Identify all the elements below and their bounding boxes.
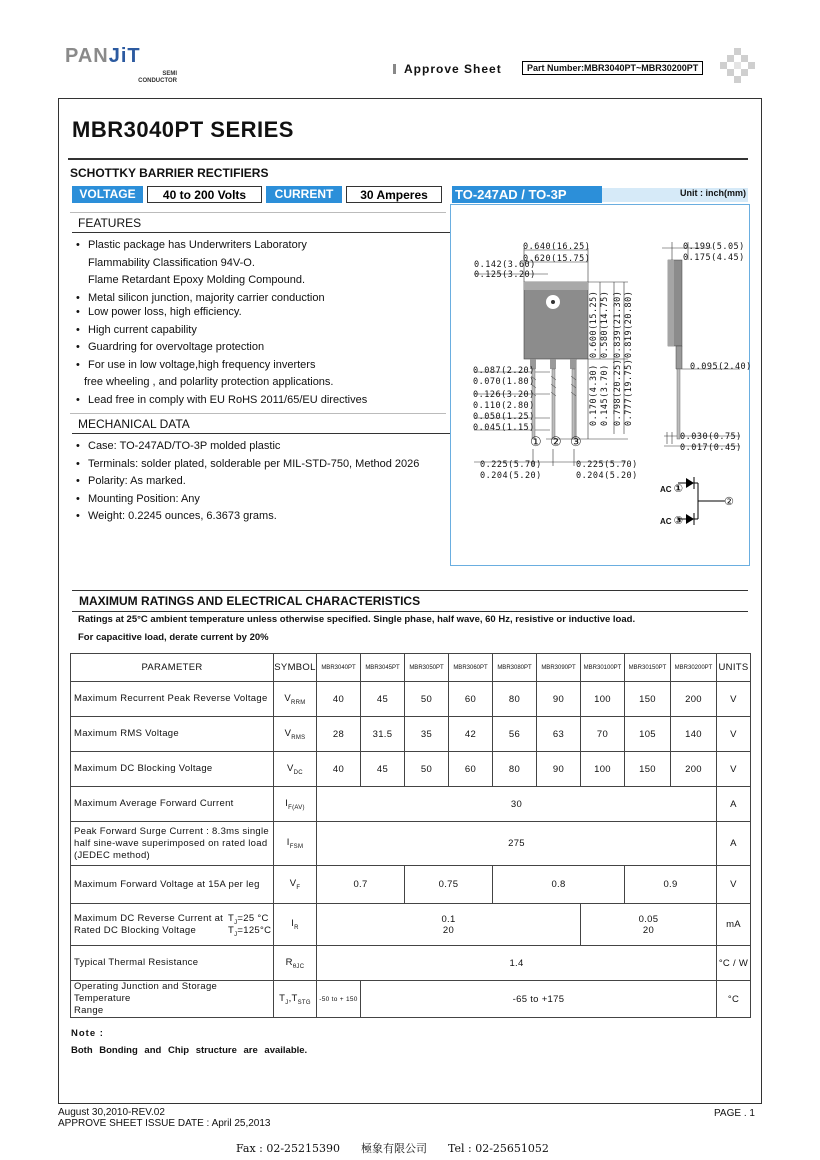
table-row: [71, 904, 751, 946]
page-number: PAGE . 1: [714, 1108, 755, 1119]
dim-b-max: 0.126(3.20): [473, 390, 535, 400]
pin-label-2: ②: [550, 434, 562, 449]
dim-lead-w-min: 0.017(0.45): [680, 443, 742, 453]
dim-a-min: 0.070(1.80): [473, 377, 535, 387]
part-number-box: Part Number:MBR3040PT~MBR30200PT: [522, 61, 703, 75]
param-cell: Maximum Forward Voltage at 15A per leg: [71, 866, 274, 904]
dim-width-max: 0.640(16.25): [523, 242, 591, 252]
mechanical-item: • Weight: 0.2245 ounces, 6.3673 grams.: [72, 508, 450, 526]
dim-v8: 0.777(19.75): [624, 358, 634, 426]
approve-sheet-label: Approve Sheet: [393, 62, 502, 76]
dim-a-max: 0.087(2.20): [473, 366, 535, 376]
voltage-tag: VOLTAGE: [72, 186, 143, 203]
mechanical-item: • Case: TO-247AD/TO-3P molded plastic: [72, 438, 450, 456]
symbol-cell: $I_{FSM}$: [274, 822, 317, 866]
value-cell: 150: [625, 752, 671, 787]
value-cell: 90: [537, 752, 581, 787]
value-cell: 0.8: [493, 866, 625, 904]
value-cell: 200: [671, 752, 717, 787]
mechanical-item: • Mounting Position: Any: [72, 491, 450, 509]
dim-width-min: 0.620(15.75): [523, 254, 591, 264]
current-value: 30 Amperes: [346, 186, 442, 203]
logo-jit-text: JiT: [108, 45, 141, 67]
page-title: MBR3040PT SERIES: [72, 117, 294, 143]
param-cell: Peak Forward Surge Current : 8.3ms single half sine-wave superimposed on rated load (JEDEC method): [71, 822, 274, 866]
features-section: [72, 216, 450, 409]
ratings-heading: MAXIMUM RATINGS AND ELECTRICAL CHARACTERISTICS: [72, 590, 748, 612]
symbol-cell: $T_J,T_{STG}$: [274, 981, 317, 1018]
param-cell: Maximum Recurrent Peak Reverse Voltage: [71, 682, 274, 717]
table-row: [71, 787, 751, 822]
value-cell: 0.7: [317, 866, 405, 904]
dim-hole-min: 0.125(3.20): [474, 270, 536, 280]
revision-date: August 30,2010-REV.02: [58, 1107, 165, 1118]
value-cell: 275: [317, 822, 717, 866]
value-cell: 140: [671, 717, 717, 752]
feature-item: • For use in low voltage,high frequency inverters: [72, 357, 450, 375]
footer-dates: [58, 1107, 271, 1129]
table-row: [71, 981, 751, 1018]
voltage-value: 40 to 200 Volts: [147, 186, 262, 203]
pin-label-3: ③: [570, 434, 582, 449]
dim-v3: 0.839(21.30): [613, 290, 623, 358]
value-cell: 0.05 20: [581, 904, 717, 946]
value-cell: 105: [625, 717, 671, 752]
unit-cell: mA: [717, 904, 751, 946]
dim-c-min: 0.045(1.15): [473, 423, 535, 433]
value-cell: 80: [493, 682, 537, 717]
param-cell: Operating Junction and Storage Temperature Range: [71, 981, 274, 1018]
subtitle: SCHOTTKY BARRIER RECTIFIERS: [70, 166, 269, 180]
feature-item: Flame Retardant Epoxy Molding Compound.: [88, 274, 306, 286]
contact-line: Fax : 02-25215390 極象有限公司 Tel : 02-25651052: [236, 1142, 549, 1155]
feature-item: • Lead free in comply with EU RoHS 2011/65/EU directives: [72, 392, 450, 410]
value-cell: 80: [493, 752, 537, 787]
title-divider: [68, 158, 748, 160]
dim-lead-w-max: 0.030(0.75): [680, 432, 742, 442]
value-cell: 0.9: [625, 866, 717, 904]
table-row: [71, 946, 751, 981]
table-row: [71, 682, 751, 717]
value-cell: 0.1 20: [317, 904, 581, 946]
value-cell: -65 to +175: [361, 981, 717, 1018]
logo-semi-text: SEMI: [162, 71, 177, 77]
mechanical-item: • Terminals: solder plated, solderable per MIL-STD-750, Method 2026: [72, 456, 450, 474]
header-model: MBR30150PT: [625, 654, 671, 682]
header-model: MBR3080PT: [493, 654, 537, 682]
value-cell: 70: [581, 717, 625, 752]
dim-v4: 0.819(20.80): [624, 290, 634, 358]
table-row: [71, 752, 751, 787]
value-cell: 42: [449, 717, 493, 752]
header-parameter: PARAMETER: [71, 654, 274, 682]
dim-v1: 0.600(15.25): [589, 290, 599, 358]
value-cell: 35: [405, 717, 449, 752]
mechanical-heading: MECHANICAL DATA: [72, 417, 450, 434]
unit-label: Unit : inch(mm): [680, 188, 746, 198]
value-cell: 56: [493, 717, 537, 752]
dim-thick-min: 0.175(4.45): [683, 253, 745, 263]
value-cell: 90: [537, 682, 581, 717]
capacitive-note: For capacitive load, derate current by 20%: [78, 632, 269, 643]
dim-hole-max: 0.142(3.60): [474, 260, 536, 270]
mechanical-section: [72, 417, 450, 526]
symbol-cell: $I_{F(AV)}$: [274, 787, 317, 822]
symbol-cell: $V_{DC}$: [274, 752, 317, 787]
value-cell: 63: [537, 717, 581, 752]
header-model: MBR3050PT: [405, 654, 449, 682]
feature-item: Flammability Classification 94V-O.: [88, 256, 255, 269]
logo-conductor-text: CONDUCTOR: [138, 78, 177, 84]
symbol-cell: $V_F$: [274, 866, 317, 904]
schematic-ac1-label: AC ①: [660, 483, 684, 495]
dim-lead-thick: 0.095(2.40): [690, 362, 752, 372]
value-cell: 100: [581, 682, 625, 717]
value-cell: 30: [317, 787, 717, 822]
current-tag: CURRENT: [266, 186, 342, 203]
value-cell: 45: [361, 682, 405, 717]
feature-item: • Low power loss, high efficiency.: [72, 304, 450, 322]
package-title: TO-247AD / TO-3P: [452, 186, 602, 203]
symbol-cell: $I_R$: [274, 904, 317, 946]
value-cell: 28: [317, 717, 361, 752]
issue-date: APPROVE SHEET ISSUE DATE : April 25,2013: [58, 1118, 271, 1129]
dim-v6: 0.145(3.70): [600, 364, 610, 426]
table-row: [71, 717, 751, 752]
unit-cell: V: [717, 682, 751, 717]
param-cell: Maximum RMS Voltage: [71, 717, 274, 752]
ratings-note: Ratings at 25°C ambient temperature unless otherwise specified. Single phase, half wave, 60 Hz, resistive or inductive load.: [78, 614, 636, 625]
value-cell: 40: [317, 752, 361, 787]
unit-cell: V: [717, 866, 751, 904]
value-cell: 40: [317, 682, 361, 717]
value-cell: 200: [671, 682, 717, 717]
unit-cell: A: [717, 787, 751, 822]
dim-thick-max: 0.199(5.05): [683, 242, 745, 252]
header-symbol: SYMBOL: [274, 654, 317, 682]
note-text: Both Bonding and Chip structure are available.: [71, 1045, 308, 1056]
header-model: MBR3040PT: [317, 654, 361, 682]
dim-b-min: 0.110(2.80): [473, 401, 535, 411]
param-cell: Typical Thermal Resistance: [71, 946, 274, 981]
dim-v5: 0.170(4.30): [589, 364, 599, 426]
table-header-row: [71, 654, 751, 682]
value-cell: 50: [405, 752, 449, 787]
feature-item: free wheeling , and polarlity protection applications.: [84, 376, 334, 388]
param-cell: Maximum DC Blocking Voltage: [71, 752, 274, 787]
symbol-cell: $V_{RMS}$: [274, 717, 317, 752]
value-cell: 45: [361, 752, 405, 787]
dim-v7: 0.798(20.25): [613, 358, 623, 426]
feature-item: • Metal silicon junction, majority carrier conduction: [72, 290, 450, 308]
dim-spacing2-min: 0.204(5.20): [576, 471, 638, 481]
features-heading: FEATURES: [72, 216, 450, 233]
schematic-ac3-label: AC ③: [660, 515, 684, 527]
header-model: MBR3045PT: [361, 654, 405, 682]
dim-v2: 0.580(14.75): [600, 290, 610, 358]
header-model: MBR3060PT: [449, 654, 493, 682]
logo-pan-text: PAN: [65, 45, 109, 67]
note-label: Note :: [71, 1028, 104, 1039]
symbol-cell: $V_{RRM}$: [274, 682, 317, 717]
ratings-table: [70, 653, 751, 1018]
header-model: MBR30100PT: [581, 654, 625, 682]
feature-item: • High current capability: [72, 322, 450, 340]
schematic-pin2-label: ②: [724, 496, 734, 508]
dim-c-max: 0.050(1.25): [473, 412, 535, 422]
value-cell: 100: [581, 752, 625, 787]
symbol-cell: $R_{\theta JC}$: [274, 946, 317, 981]
value-cell: 60: [449, 752, 493, 787]
value-cell: 31.5: [361, 717, 405, 752]
unit-cell: V: [717, 717, 751, 752]
feature-item: • Guardring for overvoltage protection: [72, 339, 450, 357]
param-cell: Maximum DC Reverse Current at $T_J=25$ °C Rated DC Blocking Voltage $T_J=125^\circ C$: [71, 904, 274, 946]
unit-cell: °C / W: [717, 946, 751, 981]
value-cell: 50: [405, 682, 449, 717]
header-units: UNITS: [717, 654, 751, 682]
value-cell: 1.4: [317, 946, 717, 981]
unit-cell: V: [717, 752, 751, 787]
value-cell: 150: [625, 682, 671, 717]
header-model: MBR30200PT: [671, 654, 717, 682]
feature-item: • Plastic package has Underwriters Laboratory: [72, 237, 450, 255]
dim-spacing1-max: 0.225(5.70): [480, 460, 542, 470]
header-model: MBR3090PT: [537, 654, 581, 682]
value-cell: 0.75: [405, 866, 493, 904]
table-row: [71, 866, 751, 904]
unit-cell: A: [717, 822, 751, 866]
unit-cell: °C: [717, 981, 751, 1018]
pin-label-1: ①: [530, 434, 542, 449]
value-cell: -50 to + 150: [317, 981, 361, 1018]
mechanical-item: • Polarity: As marked.: [72, 473, 450, 491]
dim-spacing2-max: 0.225(5.70): [576, 460, 638, 470]
value-cell: 60: [449, 682, 493, 717]
param-cell: Maximum Average Forward Current: [71, 787, 274, 822]
dim-spacing1-min: 0.204(5.20): [480, 471, 542, 481]
table-row: [71, 822, 751, 866]
